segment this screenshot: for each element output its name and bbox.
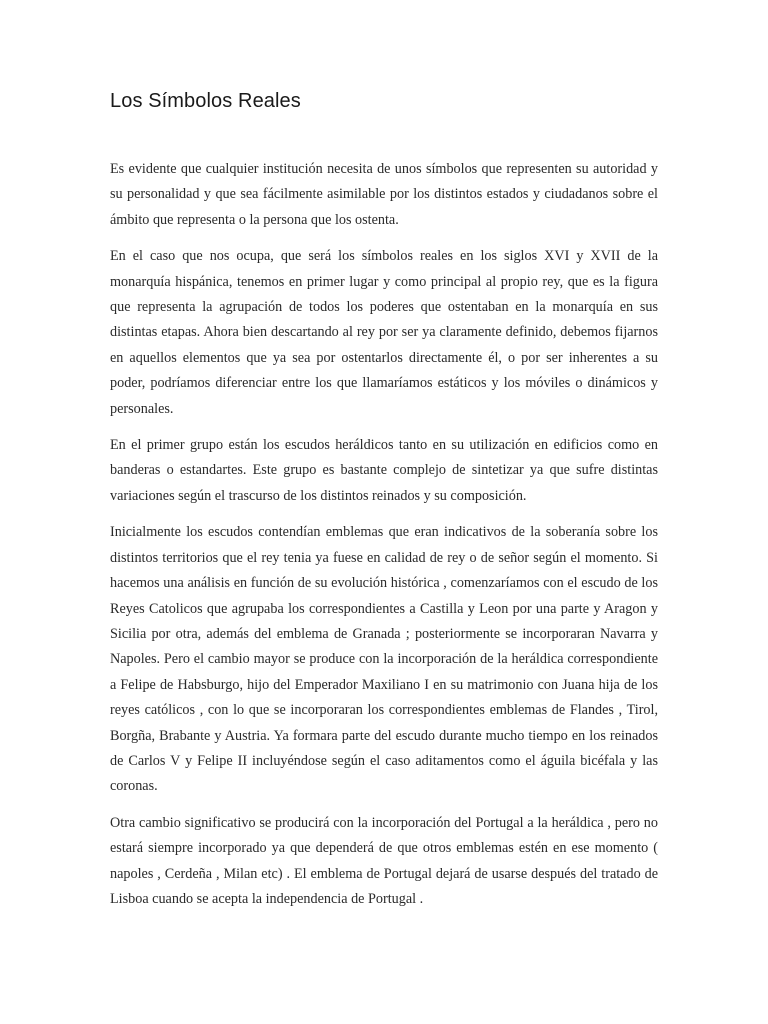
document-title: Los Símbolos Reales: [110, 90, 301, 112]
paragraph-3: En el primer grupo están los escudos heráldicos tanto en su utilización en edificios como en banderas o estandartes. Este grupo es bastante complejo de sintetizar ya que sufre distintas variaciones según el trascurso de los distintos reinados y su composición.: [110, 437, 658, 504]
paragraph-5: Otra cambio significativo se producirá con la incorporación del Portugal a la heráldica , pero no estará siempre incorporado ya que dependerá de que otros emblemas estén en ese momento ( napoles , Cerdeña , Milan etc) . El emblema de Portugal dejará de usarse después del tratado de Lisboa cuando se acepta la independencia de Portugal .: [110, 814, 658, 907]
document-body: [110, 157, 658, 923]
paragraph-4: Inicialmente los escudos contendían emblemas que eran indicativos de la soberanía sobre los distintos territorios que el rey tenia ya fuese en calidad de rey o de señor según el momento. Si hacemos una análisis en función de su evolución histórica , comenzaríamos con el escudo de los Reyes Catolicos que agrupaba los correspondientes a Castilla y Leon por una parte y Aragon y Sicilia por otra, además del emblema de Granada ; posteriormente se incorporaran Navarra y Napoles. Pero el cambio mayor se produce con la incorporación de la heráldica correspondiente a Felipe de Habsburgo, hijo del Emperador Maxiliano I en su matrimonio con Juana hija de los reyes católicos , con lo que se incorporaran los correspondientes emblemas de Flandes , Tirol, Borgña, Brabante y Austria. Ya formara parte del escudo durante mucho tiempo en los reinados de Carlos V y Felipe II incluyéndose según el caso aditamentos como el águila bicéfala y las coronas.: [110, 524, 658, 795]
paragraph-1: Es evidente que cualquier institución necesita de unos símbolos que representen su autoridad y su personalidad y que sea fácilmente asimilable por los distintos estados y ciudadanos sobre el ámbito que representa o la persona que los ostenta.: [110, 161, 658, 228]
paragraph-2: En el caso que nos ocupa, que será los símbolos reales en los siglos XVI y XVII de la monarquía hispánica, tenemos en primer lugar y como principal al propio rey, que es la figura que representa la agrupación de todos los poderes que ostentaban en la monarquía en sus distintas etapas. Ahora bien descartando al rey por ser ya claramente definido, debemos fijarnos en aquellos elementos que ya sea por ostentarlos directamente él, o por ser inherentes a su poder, podríamos diferenciar entre los que llamaríamos estáticos y los móviles o dinámicos y personales.: [110, 248, 658, 417]
